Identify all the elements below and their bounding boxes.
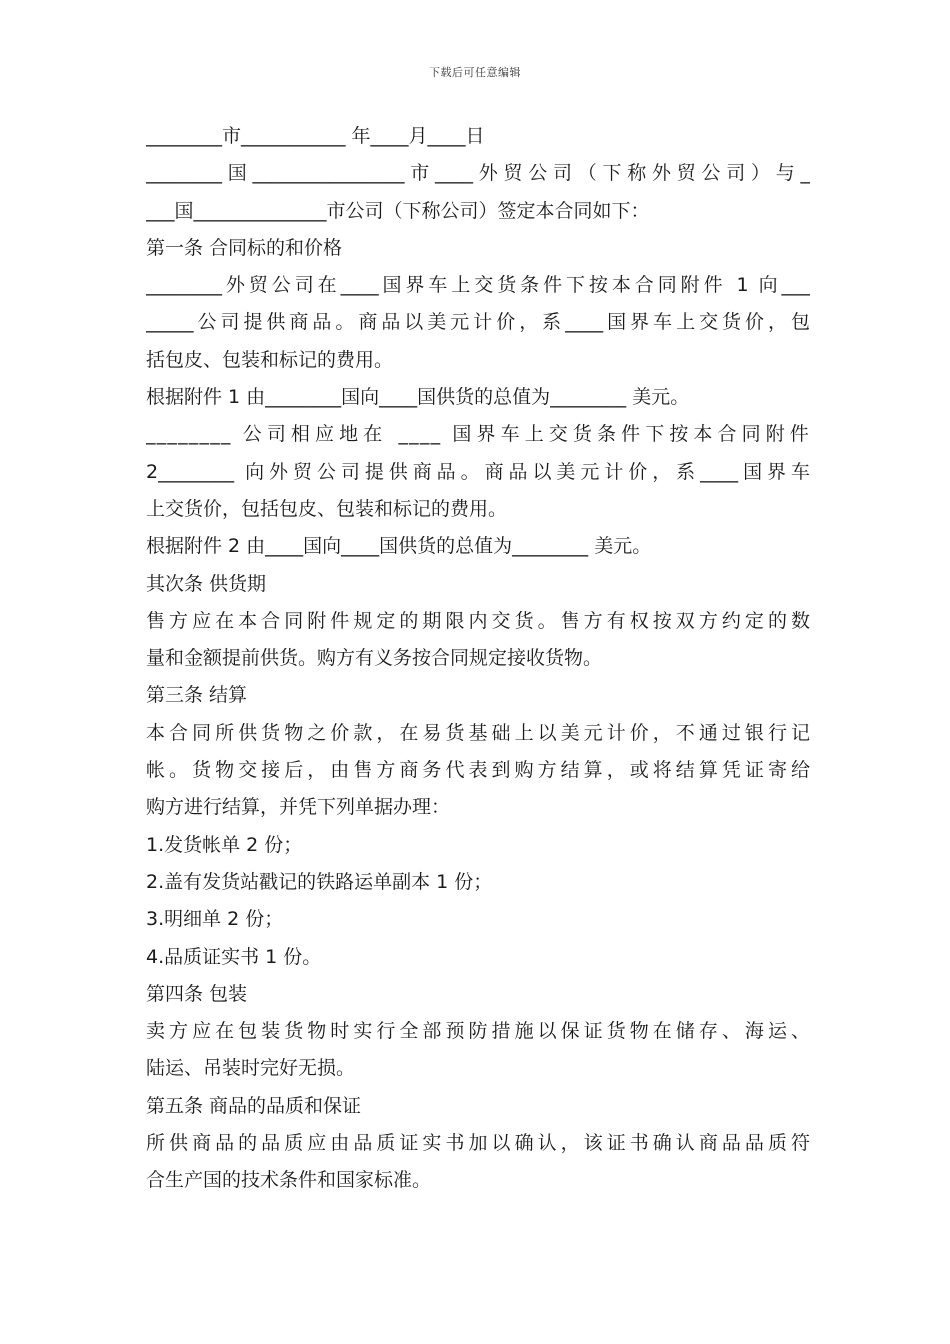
article-5-heading: 第五条 商品的品质和保证 <box>146 1094 362 1117</box>
article-3-paragraph-line: 帐。货物交接后，由售方商务代表到购方结算，或将结算凭证寄给 <box>146 759 810 782</box>
article-1-total-line: 根据附件 1 由________国向____国供货的总值为________ 美元。 <box>146 386 690 409</box>
article-1-paragraph-line: 2________ 向外贸公司提供商品。商品以美元计价，系____国界车 <box>146 460 810 483</box>
article-1-paragraph-line: ________外贸公司在____国界车上交货条件下按本合同附件 1 向___ <box>146 274 810 297</box>
document-list-item: 1.发货帐单 2 份； <box>146 833 303 856</box>
article-1-paragraph-line: _____公司提供商品。商品以美元计价，系____国界车上交货价，包 <box>146 311 810 334</box>
parties-line-1: ________国________________市____外贸公司（下称外贸公司）与_ <box>146 162 810 185</box>
article-2-heading: 其次条 供货期 <box>146 572 267 595</box>
article-1-paragraph-line: 上交货价，包括包皮、包装和标记的费用。 <box>146 497 508 520</box>
article-5-paragraph-line: 所供商品的品质应由品质证实书加以确认，该证书确认商品品质符 <box>146 1132 810 1155</box>
article-4-heading: 第四条 包装 <box>146 982 248 1005</box>
article-3-heading: 第三条 结算 <box>146 684 248 707</box>
article-1-total-line: 根据附件 2 由____国向____国供货的总值为________ 美元。 <box>146 535 652 558</box>
article-1-paragraph-line: 括包皮、包装和标记的费用。 <box>146 348 394 371</box>
article-4-paragraph-line: 卖方应在包装货物时实行全部预防措施以保证货物在储存、海运、 <box>146 1020 810 1043</box>
document-list-item: 2.盖有发货站戳记的铁路运单副本 1 份； <box>146 870 493 893</box>
document-list-item: 3.明细单 2 份； <box>146 908 284 931</box>
article-1-paragraph-line: ________ 公司相应地在 ____ 国界车上交货条件下按本合同附件 <box>146 423 810 446</box>
parties-line-2: ___国______________市公司（下称公司）签定本合同如下： <box>146 199 650 222</box>
article-3-paragraph-line: 本合同所供货物之价款，在易货基础上以美元计价，不通过银行记 <box>146 721 810 744</box>
article-1-heading: 第一条 合同标的和价格 <box>146 236 343 259</box>
contract-body <box>146 118 810 1200</box>
article-5-paragraph-line: 合生产国的技术条件和国家标准。 <box>146 1169 432 1192</box>
article-2-paragraph-line: 量和金额提前供货。购方有义务按合同规定接收货物。 <box>146 647 603 670</box>
page-header-note: 下载后可任意编辑 <box>429 66 521 79</box>
document-list-item: 4.品质证实书 1 份。 <box>146 945 322 968</box>
article-4-paragraph-line: 陆运、吊装时完好无损。 <box>146 1057 356 1080</box>
date-line: ________市___________ 年____月____日 <box>146 125 485 147</box>
article-3-paragraph-line: 购方进行结算，并凭下列单据办理： <box>146 796 451 819</box>
article-2-paragraph-line: 售方应在本合同附件规定的期限内交货。售方有权按双方约定的数 <box>146 609 810 632</box>
